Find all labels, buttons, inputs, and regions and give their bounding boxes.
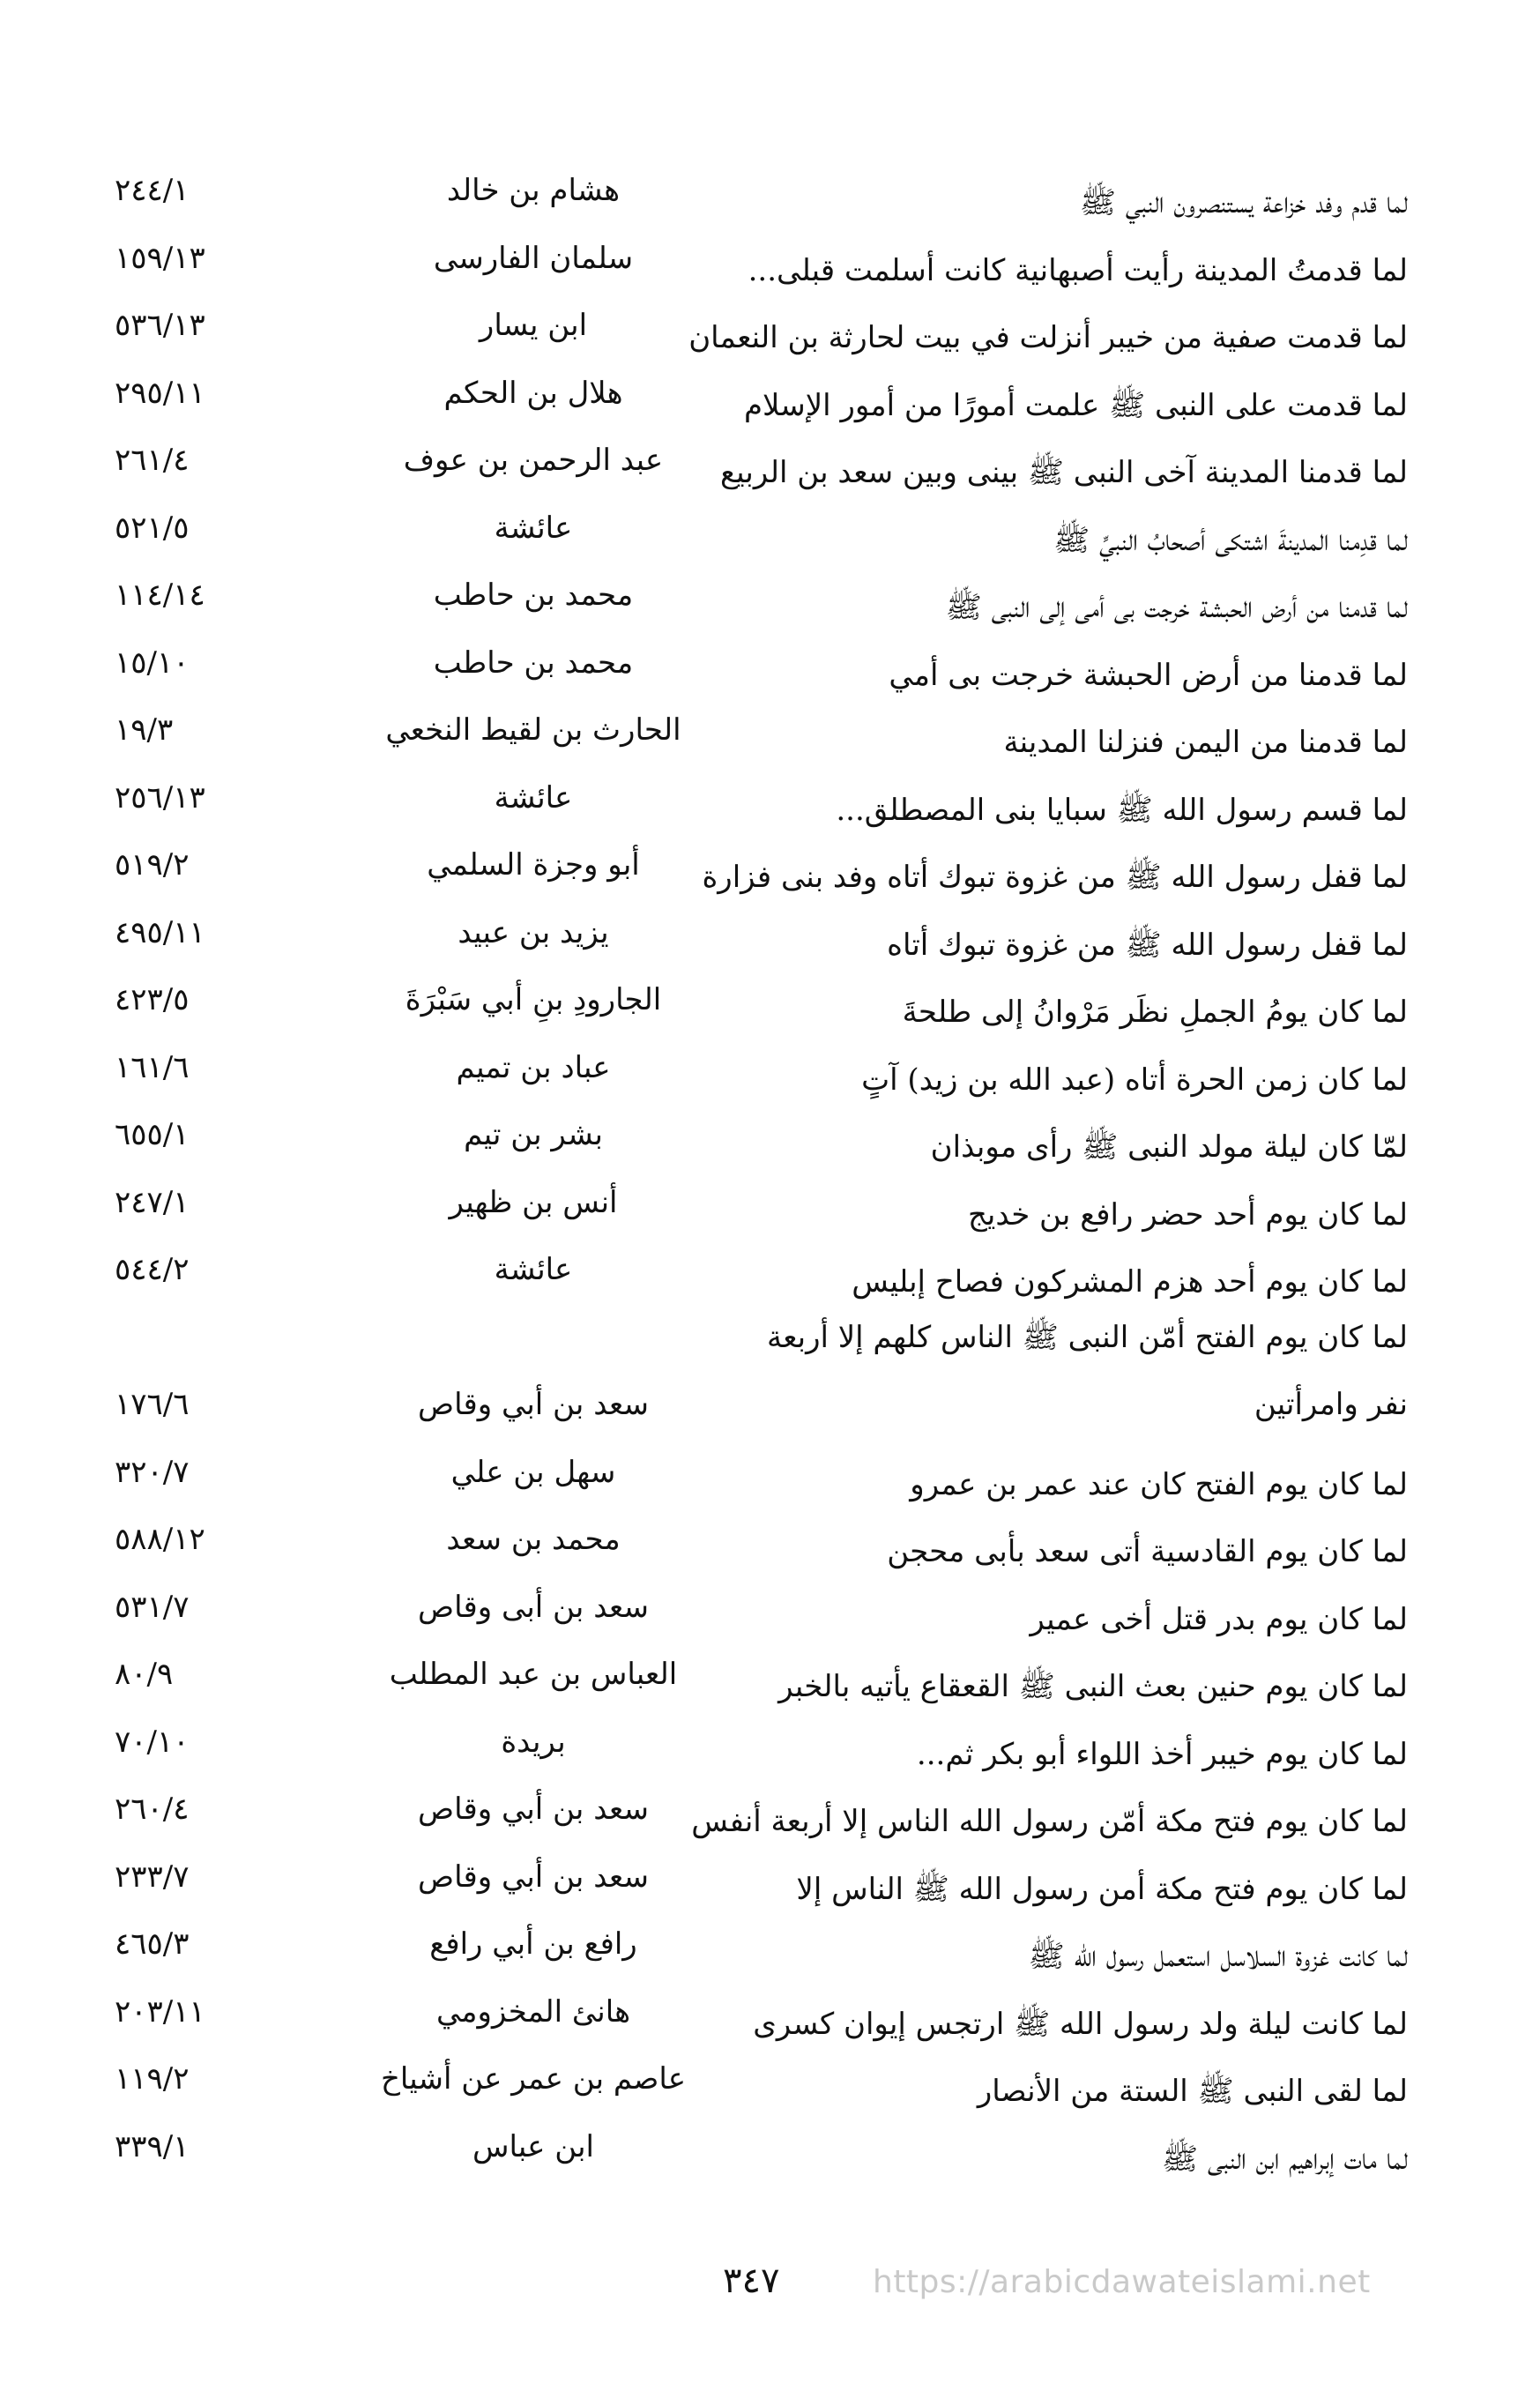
hadith-opening: لما قدمنا من أرض الحبشة خرجت بى أمي — [889, 657, 1408, 693]
hadith-opening: لما قفل رسول الله ﷺ من غزوة تبوك أتاه — [887, 927, 1408, 963]
narrator-name: هانئ المخزومي — [435, 1993, 631, 2030]
index-row — [0, 2045, 1540, 2113]
index-row — [0, 1844, 1540, 1911]
volume-page-reference: ٤٢٣/٥ — [115, 982, 190, 1017]
narrator-name: سلمان الفارسى — [433, 240, 634, 276]
hadith-opening: لما مات إبراهيم ابن النبى ﷺ — [1162, 2141, 1408, 2177]
volume-page-reference: ١١٤/١٤ — [115, 577, 205, 613]
index-row — [0, 1101, 1540, 1169]
index-row — [0, 1506, 1540, 1574]
volume-page-reference: ٤٩٥/١١ — [115, 914, 205, 950]
volume-page-reference: ٨٠/٩ — [115, 1657, 174, 1692]
index-row — [0, 831, 1540, 899]
volume-page-reference: ٢٦٠/٤ — [115, 1791, 190, 1827]
narrator-name: محمد بن سعد — [446, 1522, 621, 1557]
hadith-opening: لما قدمنا من اليمن فنزلنا المدينة — [1003, 725, 1408, 760]
narrator-name: ابن عباس — [472, 2128, 594, 2164]
narrator-name: سعد بن أبى وقاص — [418, 1589, 649, 1625]
hadith-opening: لما كان يوم أحد هزم المشركون فصاح إبليس — [852, 1264, 1408, 1300]
volume-page-reference: ٢٦١/٤ — [115, 443, 190, 478]
index-row — [0, 1304, 1540, 1439]
narrator-name: ابن يسار — [479, 308, 588, 343]
hadith-opening: لما قدمت على النبى ﷺ علمت أمورًا من أمور الإسلام — [743, 387, 1408, 423]
index-row — [0, 899, 1540, 967]
volume-page-reference: ١٥/١٠ — [115, 644, 190, 681]
narrator-name: العباس بن عبد المطلب — [389, 1657, 678, 1692]
volume-page-reference: ٢٤٧/١ — [115, 1184, 190, 1220]
index-row — [0, 1439, 1540, 1507]
hadith-opening: لما كان يوم الفتح كان عند عمر بن عمرو — [910, 1466, 1408, 1502]
narrator-name: سعد بن أبي وقاص — [418, 1386, 649, 1422]
hadith-opening: لما كان يوم أحد حضر رافع بن خديج — [967, 1196, 1408, 1233]
narrator-name: هشام بن خالد — [446, 173, 621, 208]
index-row — [0, 360, 1540, 428]
narrator-name: رافع بن أبي رافع — [429, 1926, 637, 1962]
narrator-name: يزيد بن عبيد — [458, 914, 609, 950]
hadith-opening: لما كان يومُ الجملِ نظَر مَرْوانُ إلى طلحةَ — [902, 994, 1408, 1030]
hadith-opening: لما كان يوم القادسية أتى سعد بأبى محجن — [887, 1534, 1408, 1569]
volume-page-reference: ٢٤٤/١ — [115, 173, 190, 208]
volume-page-reference: ٥٣٦/١٣ — [115, 308, 205, 343]
narrator-name: بريدة — [501, 1724, 566, 1760]
index-row — [0, 1709, 1540, 1777]
index-row — [0, 1978, 1540, 2046]
narrator-name: الحارث بن لقيط النخعي — [385, 712, 681, 748]
hadith-opening: لما كان يوم فتح مكة أمّن رسول الله الناس إلا أربعة أنفس — [691, 1804, 1408, 1839]
index-row — [0, 225, 1540, 293]
volume-page-reference: ٢٣٣/٧ — [115, 1859, 190, 1895]
hadith-opening: لما كانت غزوة السلاسل استعمل رسول الله ﷺ — [1028, 1939, 1408, 1974]
hadith-opening: لما قدمتُ المدينة رأيت أصبهانية كانت أسلمت قبلى... — [748, 252, 1408, 288]
narrator-name: الجارودِ بنِ أبي سَبْرَةَ — [405, 982, 662, 1017]
narrator-name: هلال بن الحكم — [443, 375, 623, 411]
index-row — [0, 1034, 1540, 1102]
hadith-opening: لما كان زمن الحرة أتاه (عبد الله بن زيد) آتٍ — [861, 1061, 1408, 1098]
page-footer — [0, 2257, 1540, 2310]
volume-page-reference: ٥٨٨/١٢ — [115, 1522, 205, 1557]
index-row — [0, 1776, 1540, 1844]
hadith-opening: لما لقى النبى ﷺ الستة من الأنصار — [977, 2074, 1408, 2109]
index-row — [0, 764, 1540, 832]
index-row — [0, 427, 1540, 495]
volume-page-reference: ٣٢٠/٧ — [115, 1454, 190, 1490]
index-row — [0, 157, 1540, 225]
narrator-name: محمد بن حاطب — [433, 577, 634, 613]
narrator-name: سعد بن أبي وقاص — [418, 1859, 649, 1895]
hadith-opening: لما قدمت صفية من خيبر أنزلت في بيت لحارثة بن النعمان — [688, 320, 1408, 355]
narrator-name: بشر بن تيم — [464, 1117, 603, 1152]
narrator-name: عاصم بن عمر عن أشياخ — [380, 2061, 687, 2097]
volume-page-reference: ١٧٦/٦ — [115, 1386, 190, 1422]
narrator-name: محمد بن حاطب — [433, 644, 634, 681]
volume-page-reference: ٣٣٩/١ — [115, 2128, 190, 2164]
hadith-index-table — [0, 157, 1540, 2180]
index-row — [0, 629, 1540, 697]
volume-page-reference: ٢٠٣/١١ — [115, 1993, 205, 2030]
index-row — [0, 1236, 1540, 1304]
hadith-opening: لما كان يوم خيبر أخذ اللواء أبو بكر ثم... — [916, 1736, 1408, 1772]
index-row — [0, 696, 1540, 764]
volume-page-reference: ٤٦٥/٣ — [115, 1926, 190, 1962]
narrator-name: عائشة — [494, 779, 573, 816]
narrator-name: عباد بن تميم — [456, 1049, 611, 1085]
hadith-opening: لما كان يوم الفتح أمّن النبى ﷺ الناس كلهم إلا أربعة نفر وامرأتين — [767, 1319, 1408, 1422]
index-row — [0, 1911, 1540, 1978]
narrator-name: عبد الرحمن بن عوف — [403, 443, 664, 478]
index-row — [0, 1574, 1540, 1642]
index-row — [0, 1641, 1540, 1709]
volume-page-reference: ١٥٩/١٣ — [115, 240, 205, 276]
hadith-opening: لما قدمنا من أرض الحبشة خرجت بى أمى إلى النبى ﷺ — [945, 590, 1408, 625]
volume-page-reference: ٧٠/١٠ — [115, 1724, 190, 1760]
volume-page-reference: ٥٤٤/٢ — [115, 1252, 190, 1287]
volume-page-reference: ٢٥٦/١٣ — [115, 779, 205, 816]
volume-page-reference: ١١٩/٢ — [115, 2061, 190, 2097]
hadith-opening: لما كانت ليلة ولد رسول الله ﷺ ارتجس إيوان كسرى — [753, 2006, 1408, 2042]
hadith-opening: لما قدمنا المدينة آخى النبى ﷺ بينى وبين سعد بن الربيع — [720, 455, 1408, 490]
narrator-name: عائشة — [494, 1252, 573, 1287]
index-row — [0, 562, 1540, 629]
index-row — [0, 966, 1540, 1034]
volume-page-reference: ٥١٩/٢ — [115, 847, 190, 883]
narrator-name: سعد بن أبي وقاص — [418, 1791, 649, 1827]
narrator-name: أنس بن ظهير — [449, 1184, 618, 1220]
hadith-opening: لما قفل رسول الله ﷺ من غزوة تبوك أتاه وفد بنى فزارة — [702, 860, 1408, 895]
hadith-opening: لما كان يوم حنين بعث النبى ﷺ القعقاع يأتيه بالخبر — [778, 1669, 1408, 1704]
index-row — [0, 2113, 1540, 2181]
watermark-url: https://arabicdawateislami.net — [873, 2264, 1371, 2300]
volume-page-reference: ١٩/٣ — [115, 712, 174, 748]
volume-page-reference: ٥٢١/٥ — [115, 510, 190, 546]
page-number: ٣٤٧ — [723, 2261, 780, 2301]
hadith-opening: لما كان يوم بدر قتل أخى عمير — [1030, 1601, 1408, 1637]
narrator-name: عائشة — [494, 510, 573, 546]
hadith-opening: لما قدِمنا المدينةَ اشتكى أصحابُ النبيِّ ﷺ — [1053, 522, 1408, 558]
volume-page-reference: ٥٣١/٧ — [115, 1589, 190, 1625]
volume-page-reference: ١٦١/٦ — [115, 1049, 190, 1085]
narrator-name: أبو وجزة السلمي — [427, 847, 640, 883]
hadith-opening: لما كان يوم فتح مكة أمن رسول الله ﷺ الناس إلا — [796, 1871, 1408, 1907]
index-row — [0, 1169, 1540, 1237]
volume-page-reference: ٦٥٥/١ — [115, 1117, 190, 1152]
index-row — [0, 292, 1540, 360]
volume-page-reference: ٢٩٥/١١ — [115, 375, 205, 411]
narrator-name: سهل بن علي — [450, 1454, 616, 1490]
index-row — [0, 495, 1540, 562]
hadith-opening: لما قدم وفد خزاعة يستنصرون النبي ﷺ — [1079, 185, 1408, 220]
hadith-opening: لمّا كان ليلة مولد النبى ﷺ رأى موبذان — [930, 1129, 1408, 1165]
hadith-opening: لما قسم رسول الله ﷺ سبايا بنى المصطلق... — [836, 792, 1408, 828]
